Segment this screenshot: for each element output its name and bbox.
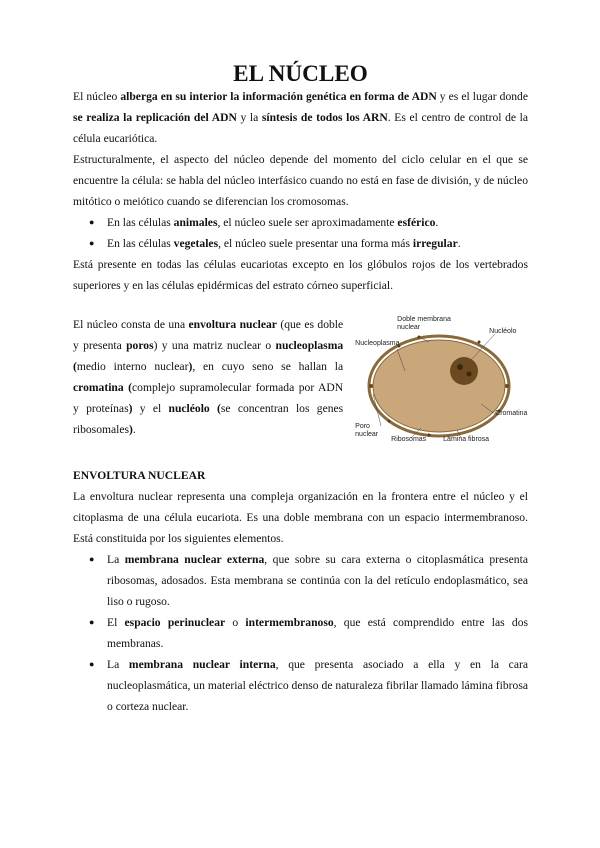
bold-run: intermembranoso [245,616,334,629]
bold-run: membrana nuclear interna [128,658,276,671]
text-run: La [107,658,129,671]
text-run: , que sobre su cara externa o citoplasmática presenta ribosomas, adosados. Esta membrana se continúa con la del retículo endoplasmático, sea liso o rugoso. [107,553,528,608]
text-run: ) y una matriz nuclear o [153,339,276,352]
nucleus-diagram [355,316,528,451]
text-run: y la [236,111,262,124]
bold-run: ) [128,402,133,415]
text-run: y es el lugar donde [436,90,528,103]
nucleolus-shape [450,357,478,385]
label-double-membrane: Doble membrana nuclear [397,316,451,331]
bold-run: cromatina ( [73,381,133,394]
text-run: El núcleo consta de una [73,318,189,331]
text-run: El núcleo [73,90,121,103]
ribosome-dot [478,341,481,344]
nucleus-illustration [359,316,529,451]
bold-run: se realiza la replicación del ADN [73,111,237,124]
page-title: EL NÚCLEO [233,61,368,87]
bold-run: vegetales [173,237,219,250]
text-run: En las células [107,237,174,250]
shape-bullet-list [73,212,528,254]
bold-run: síntesis de todos los ARN [261,111,388,124]
bold-run: ) [129,423,133,436]
text-run: (que es doble y presenta [73,318,344,352]
structure-paragraph: Estructuralmente, el aspecto del núcleo depende del momento del ciclo celular en el que se encuentre la célula: se habla del núcleo interfásico cuando no está en fase de división, y de núcleo mitótico o meiótico cuando se diferencian los cromosomas. [73,153,528,208]
list-item [73,612,528,654]
envelope-bullet-list [73,549,528,717]
text-run: y el [132,402,169,415]
section-heading-envoltura: ENVOLTURA NUCLEAR [73,469,206,482]
ribosome-dot [428,434,431,437]
presence-paragraph: Está presente en todas las células eucariotas excepto en los glóbulos rojos de los vertebrados superiores y en las células epidérmicas del estrato córneo superficial. [73,258,528,292]
label-chromatin: Cromatina [495,410,528,417]
text-run: El [107,616,125,629]
bold-run: irregular [412,237,458,250]
bold-run: poros [126,339,154,352]
ribosome-dot [388,420,391,423]
bold-run: espacio perinuclear [124,616,226,629]
bold-run: alberga en su interior la información genética en forma de ADN [120,90,437,103]
text-run: La [107,553,125,566]
nucleoplasm-area [373,340,505,432]
nuclear-pore [369,384,373,388]
text-run: , en cuyo seno se hallan la [192,360,344,373]
nucleolus-core [467,372,472,377]
composition-paragraph [73,314,343,451]
document-page [73,61,529,717]
bold-run: ) [188,360,193,373]
label-lamina: Lámina fibrosa [443,436,490,443]
bold-run: nucléolo ( [168,402,221,415]
composition-section [73,314,528,451]
list-item [73,212,528,233]
text-run: . Es el centro de control de la célula eucariótica. [73,111,529,145]
bold-run: envoltura nuclear [188,318,277,331]
list-item [73,233,528,254]
text-run: En las células [107,216,174,229]
nuclear-pore [505,384,509,388]
bold-run: esférico [397,216,436,229]
text-run: se concentran los genes ribosomales [73,402,344,436]
bold-run: nucleoplasma ( [73,339,344,373]
text-run: o [225,616,246,629]
text-run: complejo supramolecular formada por ADN y proteínas [73,381,344,415]
text-run: . [457,237,461,250]
envelope-paragraph: La envoltura nuclear representa una compleja organización en la frontera entre el núcleo y el citoplasma de una célula eucariota. Es una doble membrana con un espacio intermembranoso. Está constituida por los siguientes elementos. [73,490,528,545]
text-run: , que está comprendido entre las dos membranas. [107,616,528,650]
label-pore: Poro nuclear [355,423,379,438]
text-run: , el núcleo suele presentar una forma más [218,237,413,250]
list-item [73,549,528,612]
label-nucleoplasm: Nucleoplasma [355,340,400,347]
nucleolus-core [457,364,463,370]
text-run: , que presenta asociado a ella y en la cara nucleoplasmática, un material eléctrico denso de naturaleza fibrilar llamado lámina fibrosa o corteza nuclear. [107,658,528,713]
text-run: . [132,423,136,436]
text-run: . [435,216,439,229]
bold-run: membrana nuclear externa [124,553,265,566]
list-item [73,654,528,717]
bold-run: animales [173,216,218,229]
text-run: , el núcleo suele ser aproximadamente [217,216,398,229]
label-ribosomes: Ribosomas [391,436,427,443]
label-nucleolus: Nucléolo [489,328,517,335]
text-run: medio interno nuclear [76,360,189,373]
intro-paragraph [73,86,528,149]
ribosome-dot [418,336,421,339]
